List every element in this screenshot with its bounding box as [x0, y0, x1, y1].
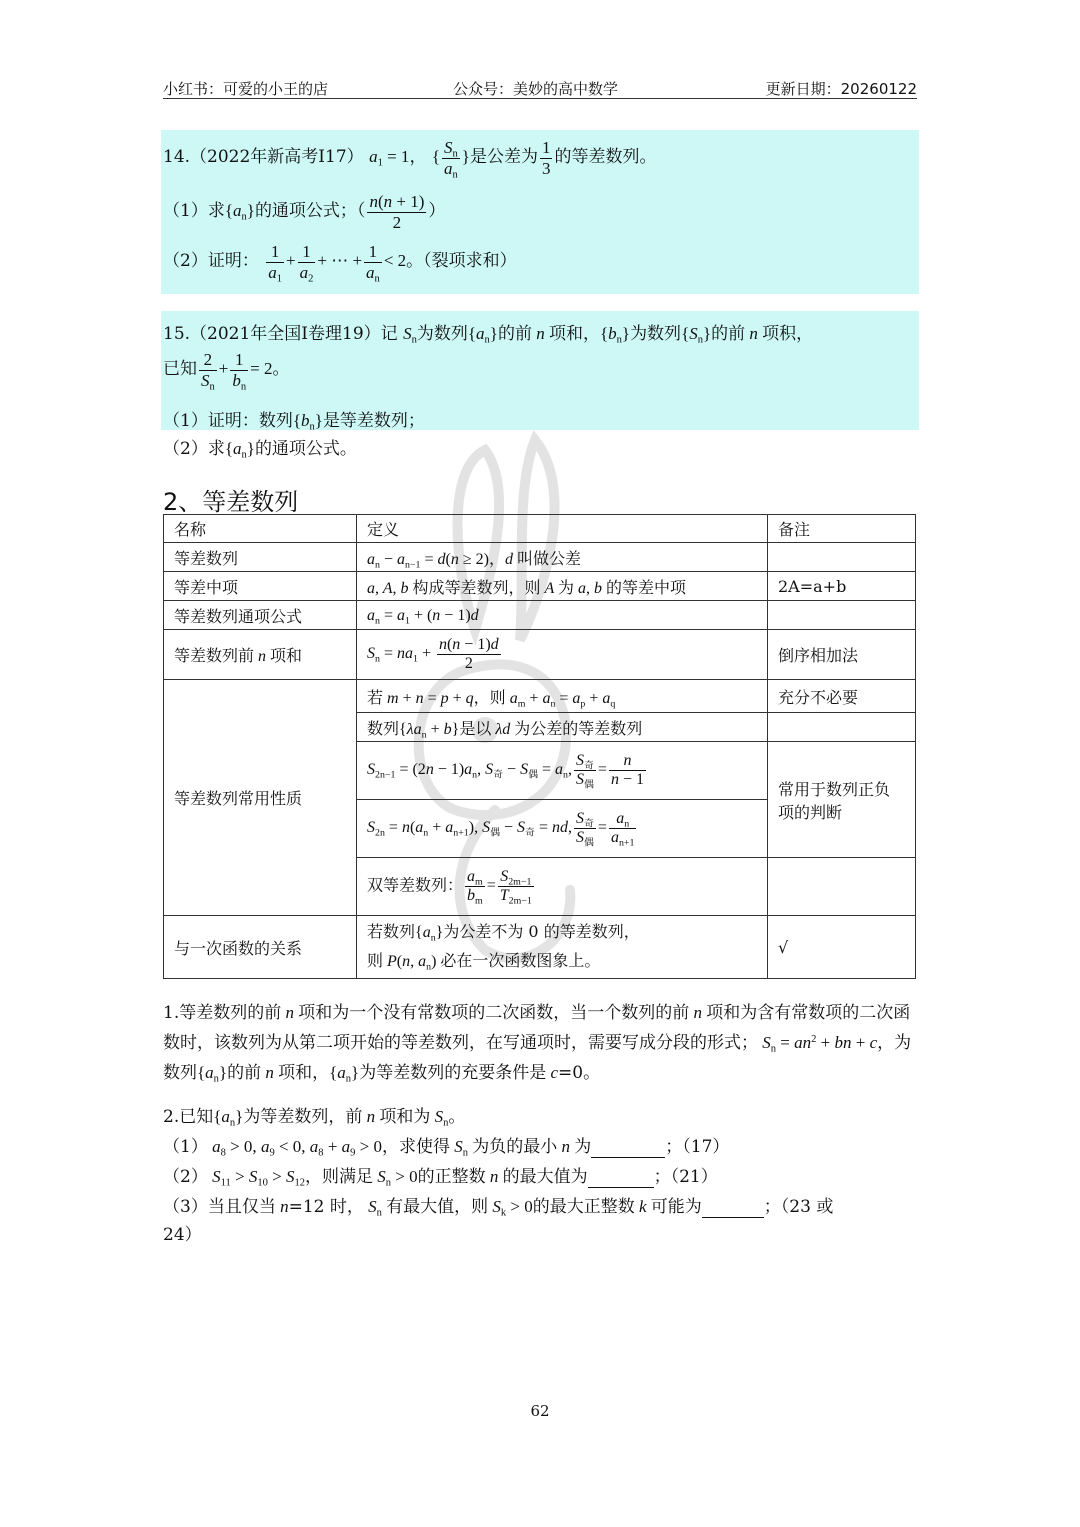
- header-definition: 定义: [357, 515, 768, 543]
- table-row: 等差中项 a, A, b 构成等差数列，则 A 为 a, b 的等差中项 2A=a+b: [164, 572, 916, 601]
- properties-note: 常用于数列正负项的判断: [768, 742, 916, 858]
- q14-stem: 14.（2022年新高考Ⅰ17） $a_1 = 1$， { $\frac{S_n}{a_n}$ }是公差为 $\frac{1}{3}$ 的等差数列。: [163, 138, 657, 181]
- table-row: $S_{2n-1} = (2n - 1)a_n$, $S_奇 - S_偶 = a_n$, $\frac{S_奇}{S_偶}$ = $\frac{n}{n - 1}$ 常用于数列正负项的判断: [164, 742, 916, 800]
- header-note: 备注: [768, 515, 916, 543]
- header-left: 小红书：可爱的小王的店: [163, 80, 329, 98]
- answer-blank: [588, 1167, 654, 1188]
- header-middle: 公众号：美妙的高中数学: [453, 80, 619, 98]
- q15-stem: 15.（2021年全国Ⅰ卷理19）记 $S_n$为数列$\{a_n\}$的前 n 项和，$\{b_n\}$为数列$\{S_n\}$的前 n 项积，: [163, 324, 814, 346]
- q14-source: （2022年新高考Ⅰ17）: [190, 146, 364, 167]
- note-1: 1.等差数列的前 n 项和为一个没有常数项的二次函数，当一个数列的前 n 项和为含有常数项的二次函数时，该数列为从第二项开始的等差数列，在写通项时，需要写成分段的形式； $S_n = an^2$ + bn + c，为数列$\{a_n\}$的前 n 项和，$\{a_n\}$为等差数列的充要条件是 c=0。: [163, 1003, 912, 1085]
- q14-sum: $\frac{1}{a_1}$ + $\frac{1}{a_2}$ + ⋯ + $\frac{1}{a_n}$ < 2: [268, 242, 407, 285]
- section-title: 2、等差数列: [163, 488, 299, 516]
- note-2-q3: （3）当且仅当 n=12 时， $S_n$ 有最大值，则 $S_k > 0$的最大正整数 k 可能为 ；（23 或: [163, 1197, 834, 1219]
- header-right: 更新日期：20260122: [765, 80, 917, 98]
- arithmetic-sequence-table: [163, 514, 916, 979]
- table-row: 与一次函数的关系 若数列$\{a_n\}$为公差不为 0 的等差数列， 则 P(n, $a_n$) 必在一次函数图象上。 √: [164, 916, 916, 979]
- table-header-row: [164, 515, 916, 543]
- table-row: 等差数列通项公式 $a_n = a_1 + (n - 1)d$: [164, 601, 916, 630]
- q14-part2: （2）证明： $\frac{1}{a_1}$ + $\frac{1}{a_2}$ + ⋯ + $\frac{1}{a_n}$ < 2。（裂项求和）: [163, 242, 517, 285]
- note-2-q2: （2） $S_{11} > S_{10} > S_{12}$，则满足 $S_n > 0$的正整数 n 的最大值为 ；（21）: [163, 1167, 718, 1189]
- q15-part1: （1）证明：数列$\{b_n\}$是等差数列；: [163, 411, 425, 433]
- properties-cell: 等差数列常用性质: [164, 680, 357, 916]
- table-row: 等差数列 $a_n - a_{n-1} = d(n \ge 2)$，d 叫做公差: [164, 543, 916, 572]
- answer-blank: [702, 1197, 764, 1218]
- note-2-q3-cont: 24）: [163, 1225, 202, 1245]
- table-row: 数列$\{\lambda a_n + b\}$是以 λd 为公差的等差数列: [164, 713, 916, 742]
- q14-cond: 是公差为: [469, 146, 538, 167]
- table-row: 等差数列前 n 项和 $S_n = na_1$ + $\frac{n(n - 1)d}{2}$ 倒序相加法: [164, 630, 916, 680]
- q15-known: 已知 $\frac{2}{S_n}$ + $\frac{1}{b_n}$ = 2。: [163, 350, 290, 393]
- table-row: 双等差数列： $\frac{a_m}{b_m}$ = $\frac{S_{2m-1}}{T_{2m-1}}$: [164, 858, 916, 916]
- q15-part2: （2）求$\{a_n\}$的通项公式。: [163, 439, 357, 461]
- q14-part1: （1）求$\{a_n\}$的通项公式；（ $\frac{n(n + 1)}{2}$ ）: [163, 192, 446, 232]
- header-name: 名称: [164, 515, 357, 543]
- q14-a1: $a_1 = 1$: [369, 146, 410, 169]
- page-header: [163, 78, 917, 99]
- note-2-q1: （1） $a_8 > 0$, $a_9 < 0$, $a_8 + a_9 > 0$，求使得 $S_n$ 为负的最小 n 为 ；（17）: [163, 1137, 730, 1159]
- table-row: 等差数列常用性质 若 m + n = p + q，则 $a_m + a_n = a_p + a_q$ 充分不必要: [164, 680, 916, 713]
- note-2-intro: 2.已知$\{a_n\}$为等差数列，前 n 项和为 $S_n$。: [163, 1107, 466, 1129]
- table-row: $S_{2n} = n(a_n + a_{n+1})$, $S_偶 - S_奇$ = nd, $\frac{S_奇}{S_偶}$ = $\frac{a_n}{a_{n+1}}$: [164, 800, 916, 858]
- page-number: 62: [530, 1402, 550, 1420]
- q14-seq: { $\frac{S_n}{a_n}$ }: [431, 138, 470, 181]
- answer-blank: [591, 1137, 665, 1158]
- q14-number: 14.: [163, 146, 191, 167]
